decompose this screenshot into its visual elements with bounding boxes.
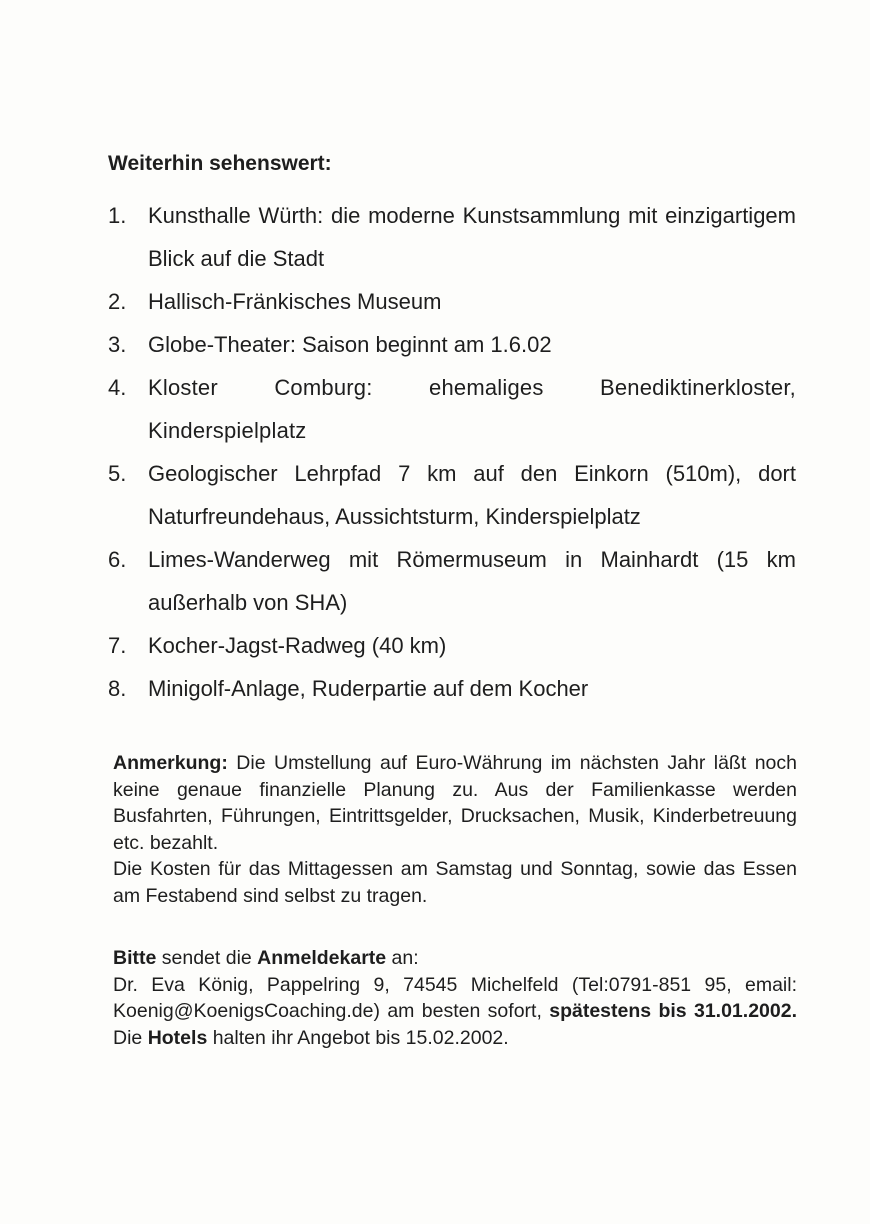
list-item-number: 8. [108,676,127,701]
an-text: an: [386,947,419,969]
list-item-number: 3. [108,332,127,357]
list-item-text: Kloster Comburg: ehemaliges Benediktinerkloster, Kinderspielplatz [148,375,796,443]
section-heading: Weiterhin sehenswert: [108,152,332,175]
list-item-number: 2. [108,289,127,314]
list-item [108,452,796,538]
list-item [108,538,796,624]
sights-list [108,194,796,710]
registration-card-label: Anmeldekarte [257,947,387,969]
remark-text: Die Umstellung auf Euro-Währung im nächsten Jahr läßt noch keine genaue finanzielle Planung zu. Aus der Familienkasse werden Busfahrten, Führungen, Eintrittsgelder, Drucksachen, Musik, Kinderbetreuung etc. bezahlt. [113,752,797,854]
bitte-word: Bitte [113,947,157,969]
deadline-text: spätestens bis 31.01.2002. [549,1000,797,1022]
list-item-text: Limes-Wanderweg mit Römermuseum in Mainhardt (15 km außerhalb von SHA) [148,547,796,615]
registration-heading [113,945,797,972]
registration-address-paragraph [113,972,797,1052]
list-item-number: 4. [108,375,127,400]
list-item-number: 6. [108,547,127,572]
list-item-number: 1. [108,203,127,228]
list-item-text: Kocher-Jagst-Radweg (40 km) [148,633,447,658]
list-item [108,323,796,366]
registration-section [113,945,797,1051]
list-item-number: 7. [108,633,127,658]
remark-paragraph [113,750,797,856]
list-item [108,624,796,667]
list-item-text: Hallisch-Fränkisches Museum [148,289,442,314]
list-item [108,280,796,323]
list-item [108,667,796,710]
offer-text: halten ihr Angebot bis 15.02.2002. [207,1026,509,1049]
address-text: Dr. Eva König, Pappelring 9, 74545 Michelfeld (Tel:0791-851 95, email: Koenig@KoenigsCoaching.de) am besten sofort, [113,973,797,1022]
remark-section [113,750,797,909]
list-item-text: Globe-Theater: Saison beginnt am 1.6.02 [148,332,552,357]
costs-paragraph: Die Kosten für das Mittagessen am Samstag und Sonntag, sowie das Essen am Festabend sind selbst zu tragen. [113,858,797,907]
list-item [108,194,796,280]
list-item-text: Kunsthalle Würth: die moderne Kunstsammlung mit einzigartigem Blick auf die Stadt [148,203,796,271]
list-item-text: Geologischer Lehrpfad 7 km auf den Einkorn (510m), dort Naturfreundehaus, Aussichtsturm, Kinderspielplatz [148,461,796,529]
hotels-word: Hotels [147,1026,208,1049]
die-text: Die [113,1026,148,1049]
sendet-text: sendet die [156,947,258,969]
remark-label: Anmerkung: [113,752,228,774]
list-item [108,366,796,452]
list-item-number: 5. [108,461,127,486]
list-item-text: Minigolf-Anlage, Ruderpartie auf dem Kocher [148,676,589,701]
